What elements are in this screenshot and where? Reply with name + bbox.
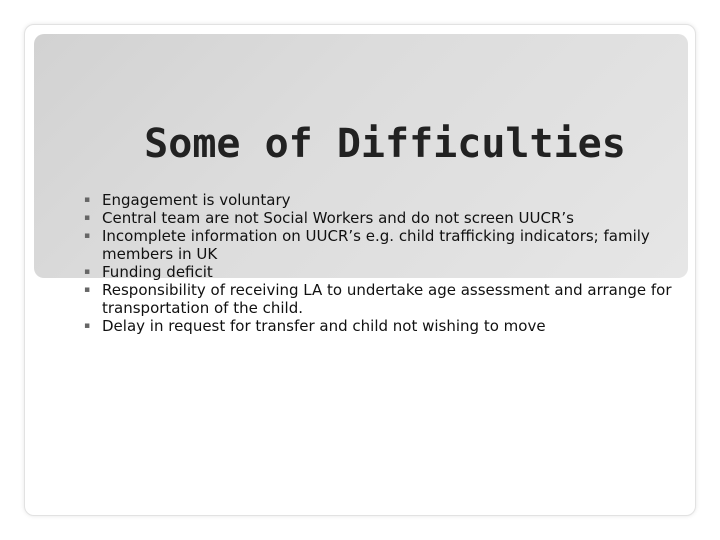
bullet-item: [84, 227, 684, 263]
bullet-text: Incomplete information on UUCR’s e.g. child trafficking indicators; family members in UK: [102, 227, 650, 263]
slide-title: Some of Difficulties: [144, 121, 626, 167]
bullet-text: Funding deficit: [102, 263, 213, 281]
bullet-icon: ▪: [84, 231, 91, 241]
bullet-text: Central team are not Social Workers and do not screen UUCR’s: [102, 209, 574, 227]
bullet-text: Delay in request for transfer and child not wishing to move: [102, 317, 546, 335]
bullet-text: Engagement is voluntary: [102, 191, 291, 209]
bullet-item: [84, 209, 684, 227]
bullet-item: [84, 317, 684, 335]
bullet-item: [84, 281, 684, 317]
bullet-item: [84, 263, 684, 281]
bullet-icon: ▪: [84, 321, 91, 331]
bullet-icon: ▪: [84, 195, 91, 205]
bullet-text: Responsibility of receiving LA to undertake age assessment and arrange for transportation of the child.: [102, 281, 672, 317]
bullet-icon: ▪: [84, 267, 91, 277]
bullet-icon: ▪: [84, 285, 91, 295]
bullet-icon: ▪: [84, 213, 91, 223]
bullet-item: [84, 191, 684, 209]
bullet-list: [84, 191, 684, 335]
